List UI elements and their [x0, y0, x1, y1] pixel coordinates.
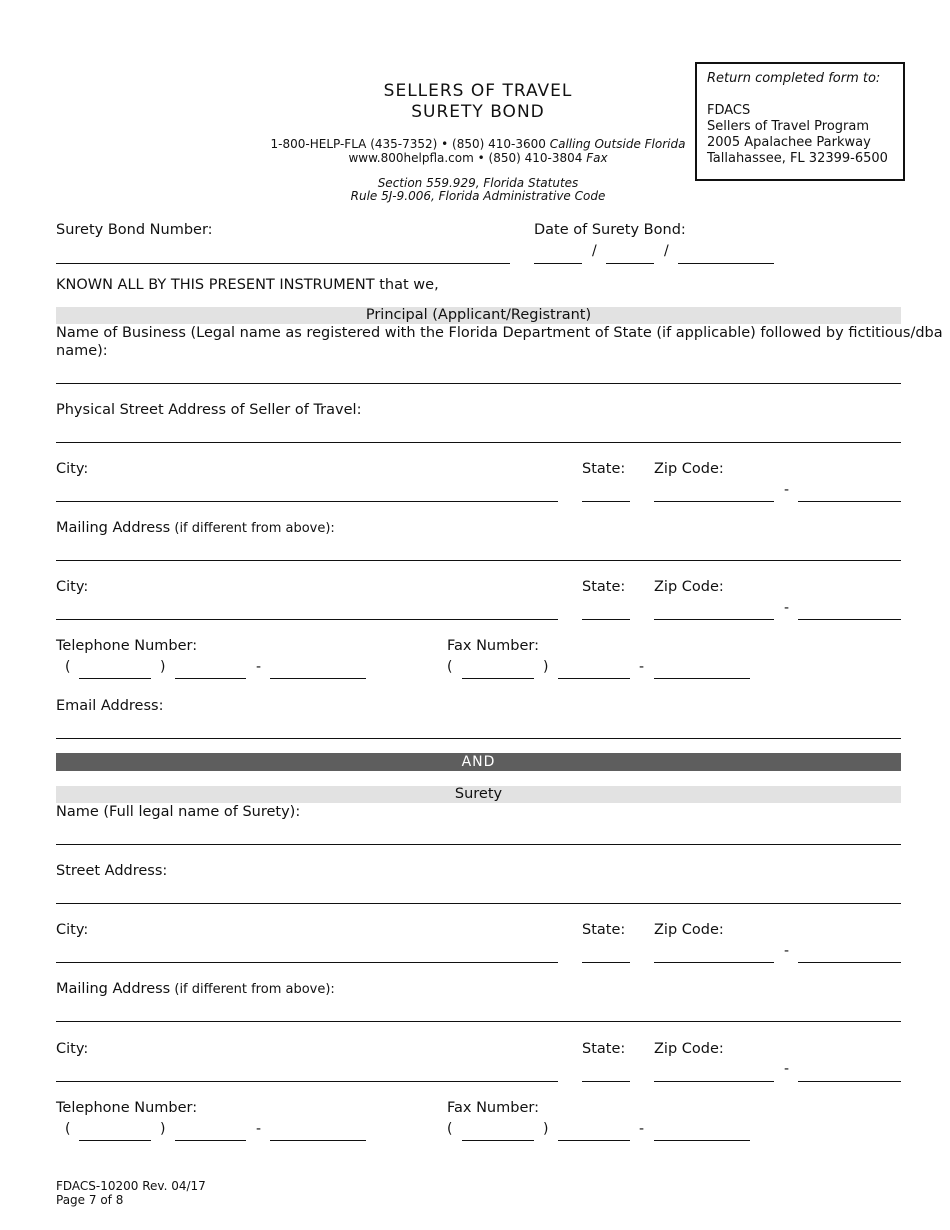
form-id: FDACS-10200 Rev. 04/17: [56, 1179, 206, 1193]
phone-separator: -: [256, 659, 262, 675]
phone-separator: -: [639, 659, 645, 675]
mailing-address-label: Mailing Address (if different from above):: [56, 520, 335, 536]
web-fax-line: www.800helpfla.com • (850) 410-3804 Fax: [348, 151, 608, 165]
surety-mailing-city-field[interactable]: [56, 1081, 558, 1082]
surety-name-field[interactable]: [56, 844, 901, 845]
city-label: City:: [56, 461, 89, 477]
surety-street-label: Street Address:: [56, 863, 168, 879]
return-heading: Return completed form to:: [707, 71, 881, 86]
city-field[interactable]: [56, 501, 558, 502]
statute-line: Section 559.929, Florida Statutes: [377, 176, 579, 190]
paren-close: ): [160, 659, 166, 675]
surety-fax-label: Fax Number:: [447, 1100, 539, 1116]
bond-date-day-field[interactable]: [606, 263, 654, 264]
surety-mailing-zip-extension-field[interactable]: [798, 1081, 901, 1082]
and-divider: AND: [56, 753, 901, 771]
fax-area-code-field[interactable]: [462, 678, 534, 679]
date-separator: /: [592, 243, 597, 259]
state-label: State:: [582, 922, 626, 938]
phone-separator: -: [256, 1121, 262, 1137]
email-field[interactable]: [56, 738, 901, 739]
physical-address-label: Physical Street Address of Seller of Travel:: [56, 402, 362, 418]
surety-street-field[interactable]: [56, 903, 901, 904]
paren-close: ): [160, 1121, 166, 1137]
state-label: State:: [582, 1041, 626, 1057]
business-name-field[interactable]: [56, 383, 901, 384]
fax-line-field[interactable]: [654, 678, 750, 679]
mailing-zip-extension-field[interactable]: [798, 619, 901, 620]
surety-state-field[interactable]: [582, 962, 630, 963]
fax-prefix-field[interactable]: [558, 678, 630, 679]
surety-zip-field[interactable]: [654, 962, 774, 963]
state-label: State:: [582, 461, 626, 477]
surety-fax-line-field[interactable]: [654, 1140, 750, 1141]
form-title-line2: SURETY BOND: [411, 102, 545, 122]
zip-label: Zip Code:: [654, 1041, 724, 1057]
zip-field[interactable]: [654, 501, 774, 502]
telephone-line-field[interactable]: [270, 678, 366, 679]
fax-label: Fax Number:: [447, 638, 539, 654]
zip-extension-field[interactable]: [798, 501, 901, 502]
mailing-city-field[interactable]: [56, 619, 558, 620]
city-label: City:: [56, 922, 89, 938]
return-line-2: Sellers of Travel Program: [707, 119, 870, 134]
bond-date-label: Date of Surety Bond:: [534, 222, 686, 238]
return-line-3: 2005 Apalachee Parkway: [707, 135, 871, 150]
surety-city-field[interactable]: [56, 962, 558, 963]
form-title-line1: SELLERS OF TRAVEL: [383, 81, 573, 101]
email-label: Email Address:: [56, 698, 164, 714]
zip-separator: -: [784, 943, 790, 959]
surety-zip-extension-field[interactable]: [798, 962, 901, 963]
paren-close: ): [543, 1121, 549, 1137]
telephone-prefix-field[interactable]: [175, 678, 246, 679]
business-name-label-cont: name):: [56, 343, 108, 359]
bond-number-field[interactable]: [56, 263, 510, 264]
city-label: City:: [56, 579, 89, 595]
surety-mailing-label: Mailing Address (if different from above):: [56, 981, 335, 997]
paren-close: ): [543, 659, 549, 675]
surety-mailing-zip-field[interactable]: [654, 1081, 774, 1082]
zip-separator: -: [784, 1061, 790, 1077]
paren-open: (: [447, 659, 453, 675]
paren-open: (: [65, 659, 71, 675]
surety-section-header: Surety: [56, 786, 901, 803]
bond-date-month-field[interactable]: [534, 263, 582, 264]
surety-fax-prefix-field[interactable]: [558, 1140, 630, 1141]
zip-separator: -: [784, 600, 790, 616]
surety-telephone-line-field[interactable]: [270, 1140, 366, 1141]
telephone-area-code-field[interactable]: [79, 678, 151, 679]
zip-label: Zip Code:: [654, 922, 724, 938]
surety-mailing-state-field[interactable]: [582, 1081, 630, 1082]
mailing-address-field[interactable]: [56, 560, 901, 561]
surety-telephone-label: Telephone Number:: [56, 1100, 198, 1116]
return-line-1: FDACS: [707, 103, 751, 118]
state-label: State:: [582, 579, 626, 595]
physical-address-field[interactable]: [56, 442, 901, 443]
principal-section-header: Principal (Applicant/Registrant): [56, 307, 901, 324]
surety-mailing-field[interactable]: [56, 1021, 901, 1022]
city-label: City:: [56, 1041, 89, 1057]
bond-number-label: Surety Bond Number:: [56, 222, 213, 238]
rule-line: Rule 5J-9.006, Florida Administrative Code: [350, 189, 606, 203]
bond-date-year-field[interactable]: [678, 263, 774, 264]
business-name-label: Name of Business (Legal name as registered with the Florida Department of State (if applicable) followed by fictitious/dba: [56, 325, 943, 341]
paren-open: (: [447, 1121, 453, 1137]
telephone-label: Telephone Number:: [56, 638, 198, 654]
surety-telephone-area-code-field[interactable]: [79, 1140, 151, 1141]
paren-open: (: [65, 1121, 71, 1137]
phone-line: 1-800-HELP-FLA (435-7352) • (850) 410-3600 Calling Outside Florida: [270, 137, 686, 151]
state-field[interactable]: [582, 501, 630, 502]
surety-fax-area-code-field[interactable]: [462, 1140, 534, 1141]
surety-name-label: Name (Full legal name of Surety):: [56, 804, 301, 820]
zip-label: Zip Code:: [654, 579, 724, 595]
return-line-4: Tallahassee, FL 32399-6500: [707, 151, 888, 166]
zip-separator: -: [784, 482, 790, 498]
surety-telephone-prefix-field[interactable]: [175, 1140, 246, 1141]
zip-label: Zip Code:: [654, 461, 724, 477]
known-all-statement: KNOWN ALL BY THIS PRESENT INSTRUMENT that we,: [56, 277, 439, 293]
return-address-box: [695, 62, 905, 181]
mailing-zip-field[interactable]: [654, 619, 774, 620]
mailing-state-field[interactable]: [582, 619, 630, 620]
phone-separator: -: [639, 1121, 645, 1137]
date-separator: /: [664, 243, 669, 259]
page-number: Page 7 of 8: [56, 1193, 124, 1207]
